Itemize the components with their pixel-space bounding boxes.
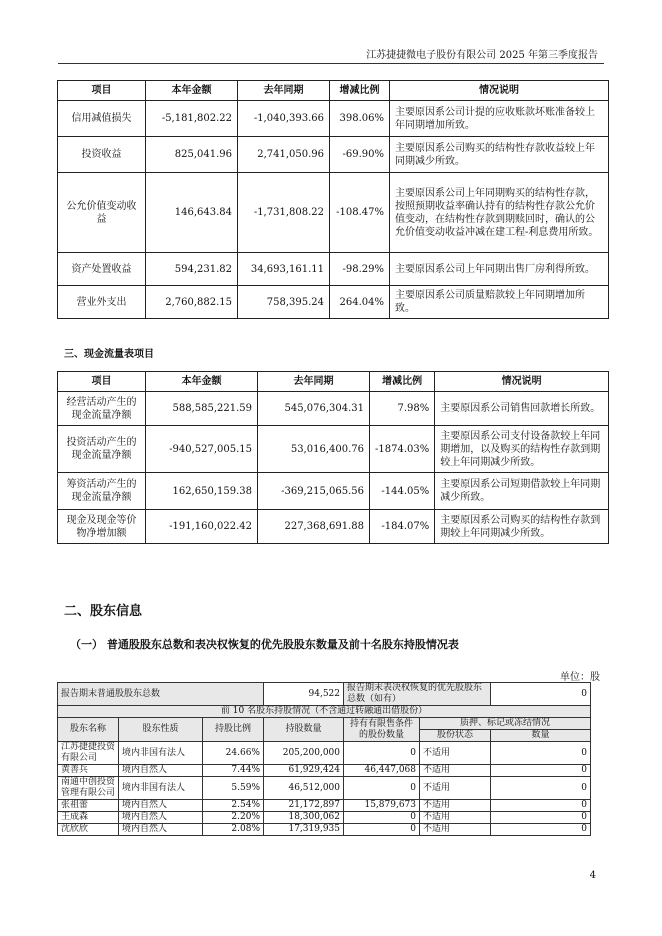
shareholder-qty: 17,319,935 (264, 824, 344, 836)
row-current: -940,527,005.15 (146, 426, 258, 473)
row-prior: -1,731,808.22 (238, 173, 330, 253)
shareholder-nature: 境内自然人 (119, 812, 203, 824)
table-row (58, 173, 609, 253)
row-prior: 53,016,400.76 (258, 426, 370, 473)
shareholder-name: 王成森 (58, 812, 119, 824)
row-current: 162,650,159.38 (146, 473, 258, 510)
table-row (58, 253, 609, 286)
shareholder-nature: 境内非国有法人 (119, 742, 203, 765)
col-header-amount: 数量 (491, 730, 591, 742)
top10-title: 前 10 名股东持股情况（不含通过转融通出借股份） (58, 706, 591, 718)
shareholder-nature: 境内非国有法人 (119, 777, 203, 800)
shareholder-restricted: 46,447,068 (344, 765, 420, 777)
col-header-change: 增减比例 (330, 81, 390, 101)
row-prior: 2,741,050.96 (238, 137, 330, 173)
row-current: 825,041.96 (146, 137, 238, 173)
row-note: 主要原因系公司支付设备款较上年同期增加，以及购买的结构性存款到期较上年同期减少所致。 (435, 426, 609, 473)
row-change: -144.05% (370, 473, 435, 510)
total-label: 报告期末普通股股东总数 (58, 683, 264, 706)
row-change: 7.98% (370, 392, 435, 426)
col-header-ratio: 持股比例 (203, 718, 264, 742)
table-row (58, 473, 609, 510)
row-item: 资产处置收益 (58, 253, 146, 286)
shareholder-name: 沈欣欣 (58, 824, 119, 836)
shareholder-status: 不适用 (420, 765, 491, 777)
table-row (58, 742, 591, 765)
row-current: -5,181,802.22 (146, 101, 238, 137)
shareholder-subsection-title: （一） 普通股股东总数和表决权恢复的优先股股东数量及前十名股东持股情况表 (70, 638, 459, 651)
row-item: 筹资活动产生的现金流量净额 (58, 473, 146, 510)
shareholder-nature: 境内自然人 (119, 824, 203, 836)
col-header-status: 股份状态 (420, 730, 491, 742)
pref-label: 报告期末表决权恢复的优先股股东总数（如有） (344, 683, 491, 706)
row-note: 主要原因系公司销售回款增长所致。 (435, 392, 609, 426)
row-note: 主要原因系公司计提的应收账款坏账准备较上年同期增加所致。 (390, 101, 609, 137)
shareholder-nature: 境内自然人 (119, 765, 203, 777)
shareholder-ratio: 2.54% (203, 800, 264, 812)
top10-title-row (58, 706, 591, 718)
report-header-title: 江苏捷捷微电子股份有限公司 2025 年第三季度报告 (366, 50, 598, 61)
shareholder-ratio: 2.20% (203, 812, 264, 824)
total-shareholders-row (58, 683, 591, 706)
col-header-restricted: 持有有限售条件的股份数量 (344, 718, 420, 742)
table-row (58, 765, 591, 777)
shareholder-amount: 0 (491, 812, 591, 824)
col-header-note: 情况说明 (435, 372, 609, 392)
row-item: 信用减值损失 (58, 101, 146, 137)
shareholder-qty: 21,172,897 (264, 800, 344, 812)
cash-flow-section-title: 三、现金流量表项目 (64, 349, 154, 360)
row-current: 594,231.82 (146, 253, 238, 286)
shareholder-name: 张祖蕾 (58, 800, 119, 812)
header-divider (58, 63, 604, 64)
table-header-row (58, 372, 609, 392)
table-row (58, 286, 609, 319)
shareholder-qty: 18,300,062 (264, 812, 344, 824)
cash-flow-table (57, 371, 609, 544)
col-header-item: 项目 (58, 81, 146, 101)
table-row (58, 101, 609, 137)
row-change: -98.29% (330, 253, 390, 286)
table-row (58, 824, 591, 836)
shareholder-restricted: 0 (344, 812, 420, 824)
shareholder-ratio: 5.59% (203, 777, 264, 800)
col-header-qty: 持股数量 (264, 718, 344, 742)
shareholder-name: 黄善兵 (58, 765, 119, 777)
shareholder-section-title: 二、股东信息 (64, 604, 143, 619)
table-row (58, 426, 609, 473)
shareholder-amount: 0 (491, 824, 591, 836)
shareholder-status: 不适用 (420, 742, 491, 765)
col-header-nature: 股东性质 (119, 718, 203, 742)
row-item: 现金及现金等价物净增加额 (58, 510, 146, 544)
row-change: 398.06% (330, 101, 390, 137)
row-prior: 227,368,691.88 (258, 510, 370, 544)
row-change: -69.90% (330, 137, 390, 173)
pref-value: 0 (491, 683, 591, 706)
table-header-row (58, 718, 591, 730)
shareholder-nature: 境内自然人 (119, 800, 203, 812)
table-row (58, 812, 591, 824)
shareholder-amount: 0 (491, 765, 591, 777)
shareholder-qty: 46,512,000 (264, 777, 344, 800)
shareholder-qty: 61,929,424 (264, 765, 344, 777)
shareholder-name: 江苏捷捷投资有限公司 (58, 742, 119, 765)
col-header-change: 增减比例 (370, 372, 435, 392)
col-header-name: 股东名称 (58, 718, 119, 742)
col-header-prior: 去年同期 (258, 372, 370, 392)
col-header-prior: 去年同期 (238, 81, 330, 101)
row-item: 营业外支出 (58, 286, 146, 319)
row-prior: 758,395.24 (238, 286, 330, 319)
table-row (58, 137, 609, 173)
row-change: 264.04% (330, 286, 390, 319)
row-change: -184.07% (370, 510, 435, 544)
row-item: 投资活动产生的现金流量净额 (58, 426, 146, 473)
row-prior: -1,040,393.66 (238, 101, 330, 137)
table-row (58, 392, 609, 426)
row-item: 投资收益 (58, 137, 146, 173)
shareholder-name: 南通中创投资管理有限公司 (58, 777, 119, 800)
col-header-current: 本年金额 (146, 372, 258, 392)
shareholder-status: 不适用 (420, 800, 491, 812)
col-header-item: 项目 (58, 372, 146, 392)
table-row (58, 510, 609, 544)
row-current: 588,585,221.59 (146, 392, 258, 426)
row-change: -1874.03% (370, 426, 435, 473)
table-header-row (58, 81, 609, 101)
row-note: 主要原因系公司上年同期出售厂房利得所致。 (390, 253, 609, 286)
row-prior: 34,693,161.11 (238, 253, 330, 286)
row-current: -191,160,022.42 (146, 510, 258, 544)
row-note: 主要原因系公司购买的结构性存款到期较上年同期减少所致。 (435, 510, 609, 544)
shareholder-qty: 205,200,000 (264, 742, 344, 765)
col-header-current: 本年金额 (146, 81, 238, 101)
total-value: 94,522 (264, 683, 344, 706)
row-prior: -369,215,065.56 (258, 473, 370, 510)
row-item: 经营活动产生的现金流量净额 (58, 392, 146, 426)
row-prior: 545,076,304.31 (258, 392, 370, 426)
shareholder-status: 不适用 (420, 824, 491, 836)
shareholder-amount: 0 (491, 800, 591, 812)
shareholder-restricted: 0 (344, 742, 420, 765)
shareholder-table (57, 682, 591, 836)
income-items-table (57, 80, 609, 319)
shareholder-ratio: 24.66% (203, 742, 264, 765)
shareholder-status: 不适用 (420, 777, 491, 800)
shareholder-restricted: 0 (344, 777, 420, 800)
row-change: -108.47% (330, 173, 390, 253)
row-note: 主要原因系公司上年同期购买的结构性存款，按照预期收益率确认持有的结构性存款公允价值变动，在结构性存款到期赎回时，确认的公允价值变动收益冲减在建工程-利息费用所致。 (390, 173, 609, 253)
col-header-note: 情况说明 (390, 81, 609, 101)
shareholder-status: 不适用 (420, 812, 491, 824)
row-item: 公允价值变动收益 (58, 173, 146, 253)
row-note: 主要原因系公司短期借款较上年同期减少所致。 (435, 473, 609, 510)
shareholder-restricted: 0 (344, 824, 420, 836)
shareholder-ratio: 2.08% (203, 824, 264, 836)
row-current: 146,643.84 (146, 173, 238, 253)
col-header-pledge: 质押、标记或冻结情况 (420, 718, 591, 730)
unit-label: 单位：股 (560, 672, 600, 683)
page-number: 4 (589, 870, 596, 881)
row-current: 2,760,882.15 (146, 286, 238, 319)
shareholder-restricted: 15,879,673 (344, 800, 420, 812)
row-note: 主要原因系公司质量赔款较上年同期增加所致。 (390, 286, 609, 319)
shareholder-amount: 0 (491, 742, 591, 765)
shareholder-amount: 0 (491, 777, 591, 800)
table-row (58, 777, 591, 800)
shareholder-ratio: 7.44% (203, 765, 264, 777)
table-row (58, 800, 591, 812)
row-note: 主要原因系公司购买的结构性存款收益较上年同期减少所致。 (390, 137, 609, 173)
